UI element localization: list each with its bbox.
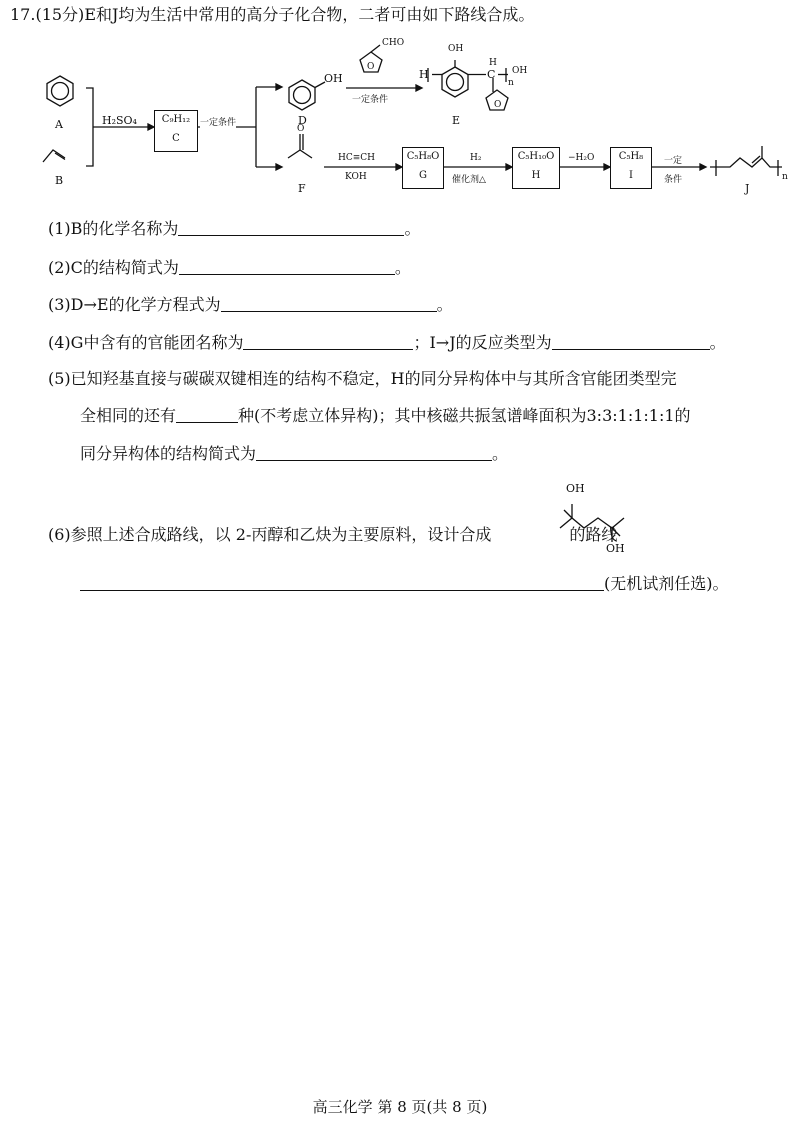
reagent-h2: H₂: [470, 153, 482, 163]
furfural-o: O: [367, 62, 375, 72]
question-6-line1: [48, 525, 617, 545]
label-G: G: [419, 170, 427, 181]
question-intro: E和J均为生活中常用的高分子化合物，二者可由如下路线合成。: [84, 5, 535, 24]
label-B: B: [55, 174, 64, 187]
q4-end: 。: [709, 333, 726, 352]
target-oh-bottom: OH: [606, 542, 625, 555]
label-A: A: [55, 118, 63, 131]
polymer-E-ch-h: H: [489, 58, 497, 68]
polymer-E-oh: OH: [448, 44, 464, 54]
reagent-acetylene: HC≡CH: [338, 153, 376, 163]
cho-label: CHO: [382, 38, 405, 48]
question-1: [48, 219, 420, 239]
q2-end: 。: [394, 258, 411, 277]
acetone-o: O: [297, 124, 305, 134]
q4-text: G中含有的官能团名称为: [70, 333, 244, 352]
q2-number: (2): [48, 258, 71, 277]
question-points: (15分): [35, 5, 85, 24]
q4-answer-blank-2[interactable]: [552, 333, 710, 350]
q5-number: (5): [48, 369, 71, 388]
q1-number: (1): [48, 219, 71, 238]
q5-line2a: 全相同的还有: [80, 406, 177, 425]
condition-C: 一定条件: [200, 115, 236, 128]
polymer-J-structure: [710, 158, 782, 167]
q4-number: (4): [48, 333, 71, 352]
q1-answer-blank[interactable]: [178, 219, 404, 236]
propene-B-structure: [43, 150, 65, 162]
box-C: [154, 110, 198, 152]
q3-answer-blank[interactable]: [221, 295, 437, 312]
q1-end: 。: [404, 219, 421, 238]
label-J: J: [745, 182, 750, 195]
q5-line3: 同分异构体的结构简式为: [80, 444, 257, 463]
label-F: F: [298, 182, 306, 195]
oh-D: OH: [324, 72, 343, 85]
reagent-koh: KOH: [345, 172, 367, 182]
box-I: [610, 147, 652, 189]
polymer-E-c: C: [487, 68, 496, 81]
synthesis-scheme: [0, 30, 800, 210]
q2-text: C的结构简式为: [70, 258, 179, 277]
label-E: E: [452, 114, 461, 127]
question-5-line3: [80, 444, 508, 464]
q3-text: D→E的化学方程式为: [70, 295, 221, 314]
q6-text2: 的路线: [569, 525, 618, 544]
reagent-dehydration: −H₂O: [568, 153, 595, 163]
q4-answer-blank-1[interactable]: [243, 333, 413, 350]
polymer-E-furan-o: O: [494, 100, 502, 110]
q5-line1: 已知羟基直接与碳碳双键相连的结构不稳定，H的同分异构体中与其所含官能团类型完: [70, 369, 677, 388]
q4-mid-text: ；I→J的反应类型为: [413, 333, 552, 352]
formula-I: C₅H₈: [618, 151, 644, 162]
reagent-h2so4: H₂SO₄: [102, 114, 137, 127]
reactant-bracket: [86, 88, 93, 166]
q5-answer-blank-1[interactable]: [176, 406, 238, 423]
q3-end: 。: [436, 295, 453, 314]
q6-number: (6): [48, 525, 71, 544]
target-molecule: [552, 480, 632, 560]
box-H: [512, 147, 560, 189]
condition-I-J-top: 一定: [664, 156, 683, 166]
q3-number: (3): [48, 295, 71, 314]
polymer-E-n: n: [508, 78, 514, 88]
q5-line2b: 种(不考虑立体异构)；其中核磁共振氢谱峰面积为3:3:1:1:1:1的: [238, 406, 691, 425]
polymer-E-end-oh: OH: [512, 66, 528, 76]
label-I: I: [629, 170, 633, 181]
box-G: [402, 147, 444, 189]
question-3: [48, 295, 453, 315]
formula-H: C₅H₁₀O: [517, 151, 555, 162]
condition-D-E: 一定条件: [352, 95, 389, 105]
question-5-line1: [48, 369, 677, 389]
polymer-J-n: n: [782, 172, 788, 182]
q5-answer-blank-2[interactable]: [256, 444, 492, 461]
question-6-line2: [80, 574, 729, 594]
target-oh-top: OH: [566, 482, 585, 495]
question-2: [48, 258, 411, 278]
q6-answer-blank[interactable]: [80, 574, 604, 591]
acetone-F-structure: [288, 150, 312, 158]
question-number: 17.: [10, 5, 36, 24]
polymer-E-h: H: [419, 68, 429, 81]
formula-C: C₉H₁₂: [161, 114, 191, 125]
label-C: C: [172, 133, 180, 144]
reagent-catalyst: 催化剂△: [452, 175, 486, 185]
question-header: [10, 5, 534, 25]
question-4: [48, 333, 726, 353]
q6-end: (无机试剂任选)。: [604, 574, 729, 593]
q1-text: B的化学名称为: [70, 219, 179, 238]
formula-G: C₅H₈O: [406, 151, 440, 162]
label-D: D: [298, 114, 307, 127]
label-H: H: [531, 170, 541, 181]
q2-answer-blank[interactable]: [179, 258, 395, 275]
condition-I-J-bottom: 条件: [664, 175, 683, 185]
q5-end: 。: [492, 444, 509, 463]
page-footer: 高三化学 第 8 页(共 8 页): [312, 1098, 488, 1116]
question-5-line2: [80, 406, 691, 426]
q6-text: 参照上述合成路线，以 2-丙醇和乙炔为主要原料，设计合成: [70, 525, 492, 544]
